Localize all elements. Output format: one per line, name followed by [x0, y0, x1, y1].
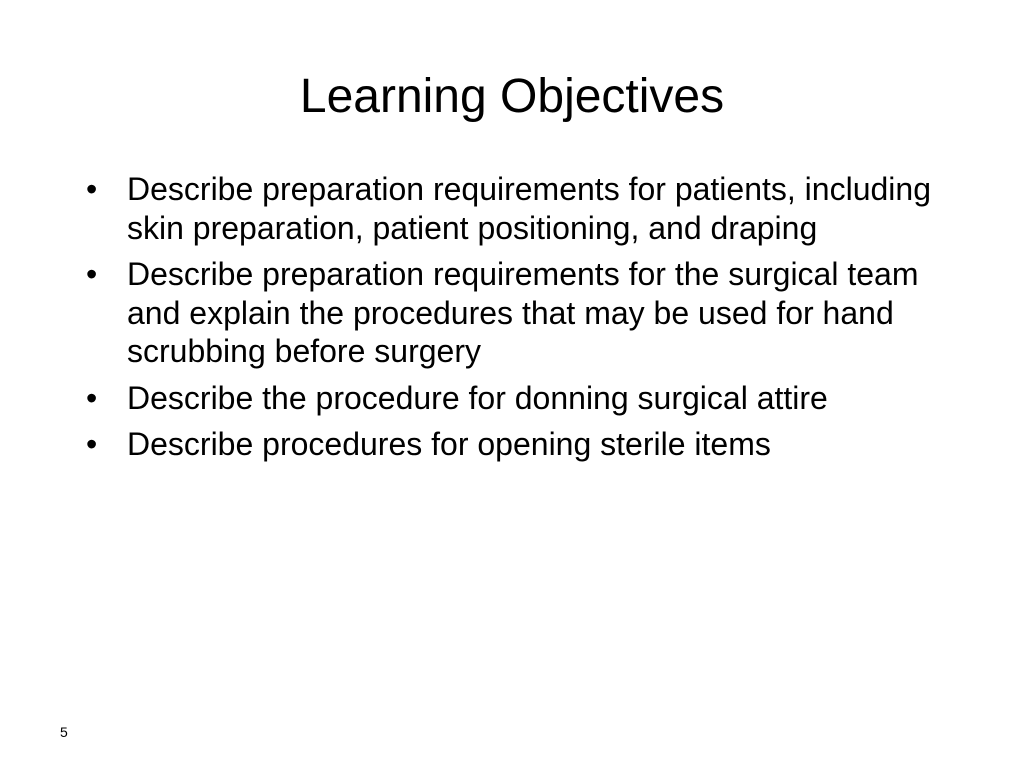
bullet-text: Describe preparation requirements for patients, including skin preparation, patient positioning, and draping — [127, 171, 931, 246]
bullet-icon: • — [86, 379, 98, 416]
slide-number: 5 — [60, 724, 68, 740]
bullet-item — [86, 255, 946, 371]
bullet-text: Describe procedures for opening sterile items — [127, 426, 771, 462]
bullet-icon: • — [86, 256, 98, 292]
bullet-list — [86, 170, 946, 472]
bullet-item — [86, 170, 946, 247]
slide-title: Learning Objectives — [299, 70, 725, 123]
bullet-icon: • — [86, 171, 98, 207]
bullet-text: Describe preparation requirements for the surgical team and explain the procedures that may be used for hand scrubbing before surgery — [127, 256, 919, 369]
bullet-text: Describe the procedure for donning surgical attire — [127, 379, 828, 416]
bullet-item — [86, 425, 946, 464]
bullet-item — [86, 379, 946, 418]
bullet-icon: • — [86, 426, 98, 462]
